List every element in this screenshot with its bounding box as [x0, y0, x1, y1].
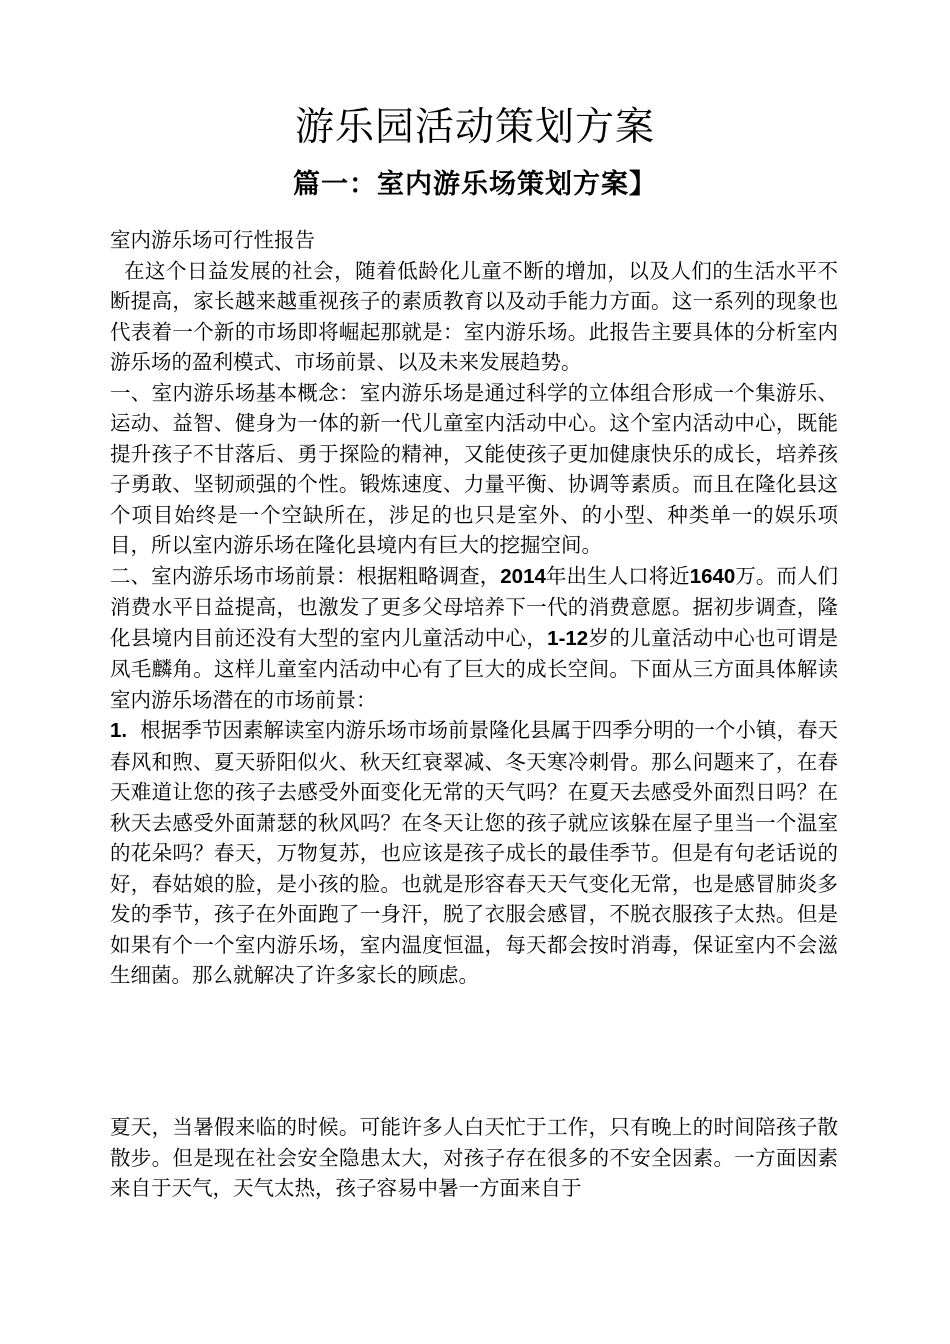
document-subtitle: 篇一：室内游乐场策划方案】	[293, 169, 657, 200]
point-1-text: 根据季节因素解读室内游乐场市场前景隆化县属于四季分明的一个小镇，春天春风和煦、夏天骄阳似火、秋天红衰翠减、冬天寒冷刺骨。那么问题来了，在春天难道让您的孩子去感受外面变化无常的天气吗？在夏天去感受外面烈日吗？在秋天去感受外面萧瑟的秋风吗？在冬天让您的孩子就应该躲在屋子里当一个温室的花朵吗？春天，万物复苏，也应该是孩子成长的最佳季节。但是有句老话说的好，春姑娘的脸，是小孩的脸。也就是形容春天天气变化无常，也是感冒肺炎多发的季节，孩子在外面跑了一身汗，脱了衣服会感冒，不脱衣服孩子太热。但是如果有个一个室内游乐场，室内温度恒温，每天都会按时消毒，保证室内不会滋生细菌。那么就解决了许多家长的顾虑。	[110, 718, 838, 987]
section-2-text-c: 万。而人们消费水平日益提高，也激发了更多父母培养下一代的消费意愿。据初步调查，隆化县境内目前还没有大型的室内儿童活动中心，	[110, 563, 839, 650]
document-body	[110, 225, 838, 991]
section-2-number-year: 2014	[500, 564, 546, 588]
document-body-continued	[110, 1112, 838, 1204]
section-2-number-age-range: 1-12	[547, 626, 589, 650]
section-2-text-b: 年出生人口将近	[545, 563, 690, 588]
section-2-paragraph	[110, 561, 838, 716]
point-1-paragraph	[110, 715, 838, 991]
intro-paragraph: 在这个日益发展的社会，随着低龄化儿童不断的增加，以及人们的生活水平不断提高，家长越来越重视孩子的素质教育以及动手能力方面。这一系列的现象也代表着一个新的市场即将崛起那就是：室内游乐场。此报告主要具体的分析室内游乐场的盈利模式、市场前景、以及未来发展趋势。	[110, 258, 838, 374]
summer-paragraph: 夏天，当暑假来临的时候。可能许多人白天忙于工作，只有晚上的时间陪孩子散散步。但是现在社会安全隐患太大，对孩子存在很多的不安全因素。一方面因素来自于天气，天气太热，孩子容易中暑一方面来自于	[110, 1115, 838, 1200]
document-title: 游乐园活动策划方案	[294, 105, 655, 150]
section-1-paragraph: 一、室内游乐场基本概念：室内游乐场是通过科学的立体组合形成一个集游乐、运动、益智、健身为一体的新一代儿童室内活动中心。这个室内活动中心，既能提升孩子不甘落后、勇于探险的精神，又能使孩子更加健康快乐的成长，培养孩子勇敢、坚韧顽强的个性。锻炼速度、力量平衡、协调等素质。而且在隆化县这个项目始终是一个空缺所在，涉足的也只是室外、的小型、种类单一的娱乐项目，所以室内游乐场在隆化县境内有巨大的挖掘空间。	[110, 380, 838, 557]
section-2-text-a: 二、室内游乐场市场前景：根据粗略调查，	[110, 563, 501, 588]
section-heading: 室内游乐场可行性报告	[110, 228, 315, 252]
section-2-text-d: 岁的儿童活动中心也可谓是凤毛麟角。这样儿童室内活动中心有了巨大的成长空间。下面从三方面具体解读室内游乐场潜在的市场前景：	[110, 625, 839, 712]
point-1-number: 1.	[110, 719, 128, 742]
section-2-number-population: 1640	[689, 564, 736, 588]
